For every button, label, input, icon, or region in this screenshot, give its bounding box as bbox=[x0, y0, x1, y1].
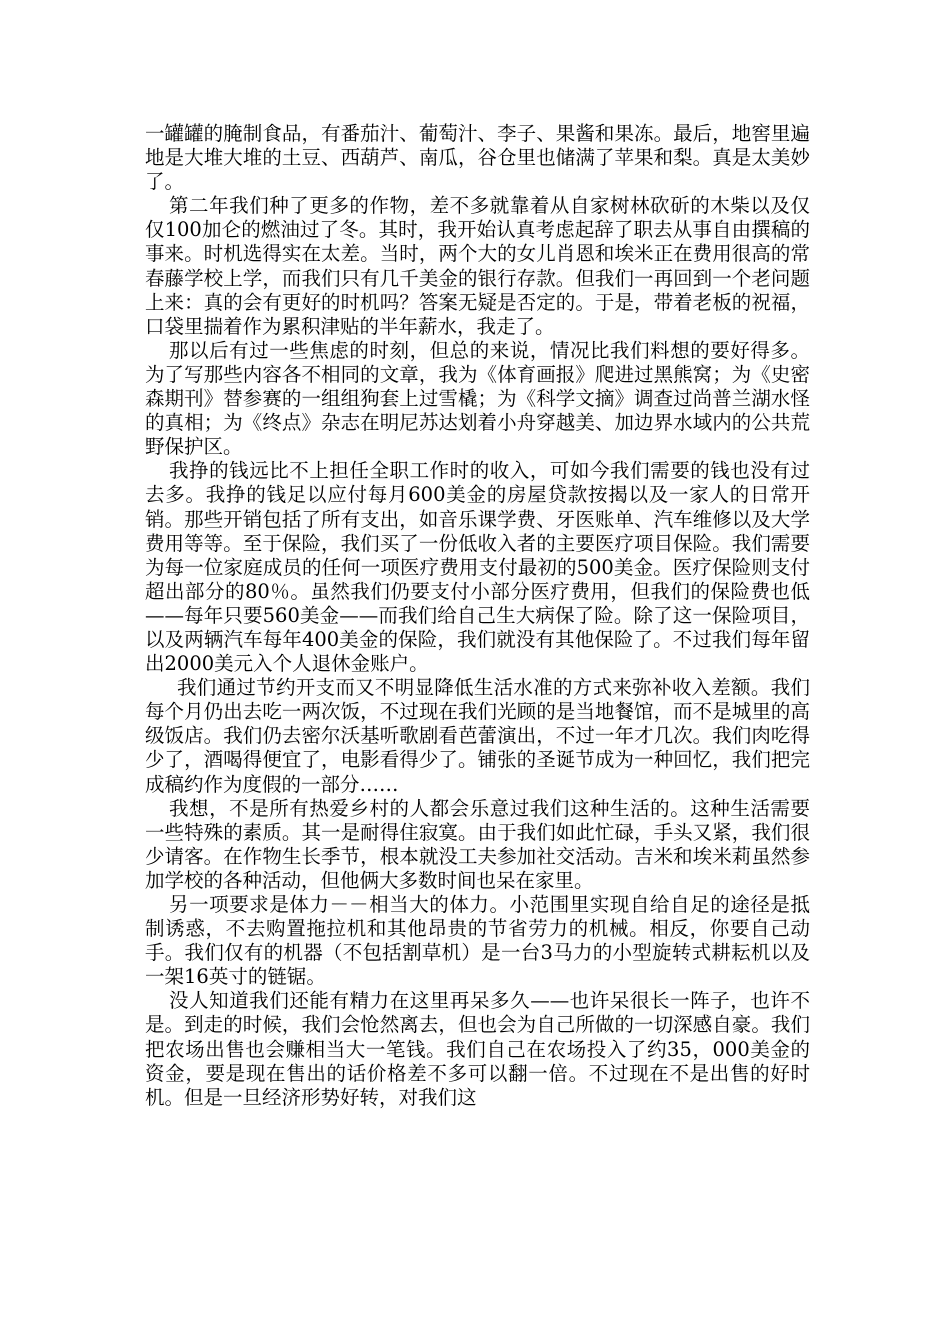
paragraph-4: 我挣的钱远比不上担任全职工作时的收入，可如今我们需要的钱也没有过去多。我挣的钱足以应付每月600美金的房屋贷款按揭以及一家人的日常开销。那些开销包括了所有支出，如音乐课学费、牙医账单、汽车维修以及大学费用等等。至于保险，我们买了一份低收入者的主要医疗项目保险。我们需要为每一位家庭成员的任何一项医疗费用支付最初的500美金。医疗保险则支付超出部分的80％。虽然我们仍要支付小部分医疗费用，但我们的保险费也低——每年只要560美金——而我们给自己生大病保了险。除了这一保险项目，以及两辆汽车每年400美金的保险，我们就没有其他保险了。不过我们每年留出2000美元入个人退休金账户。 bbox=[145, 459, 810, 676]
paragraph-8: 没人知道我们还能有精力在这里再呆多久——也许呆很长一阵子，也许不是。到走的时候，我们会怆然离去，但也会为自己所做的一切深感自豪。我们把农场出售也会赚相当大一笔钱。我们自己在农场投入了约35，000美金的资金，要是现在售出的话价格差不多可以翻一倍。不过现在不是出售的好时机。但是一旦经济形势好转，对我们这 bbox=[145, 989, 810, 1109]
paragraph-5: 我们通过节约开支而又不明显降低生活水准的方式来弥补收入差额。我们每个月仍出去吃一两次饭，不过现在我们光顾的是当地餐馆，而不是城里的高级饭店。我们仍去密尔沃基听歌剧看芭蕾演出，不过一年才几次。我们肉吃得少了，酒喝得便宜了，电影看得少了。铺张的圣诞节成为一种回忆，我们把完成稿约作为度假的一部分…… bbox=[145, 676, 810, 796]
paragraph-1: 一罐罐的腌制食品，有番茄汁、葡萄汁、李子、果酱和果冻。最后，地窖里遍地是大堆大堆的土豆、西葫芦、南瓜，谷仓里也储满了苹果和梨。真是太美妙了。 bbox=[145, 122, 810, 194]
paragraph-7: 另一项要求是体力－－相当大的体力。小范围里实现自给自足的途径是抵制诱惑，不去购置拖拉机和其他昂贵的节省劳力的机械。相反，你要自己动手。我们仅有的机器（不包括割草机）是一台3马力的小型旋转式耕耘机以及一架16英寸的链锯。 bbox=[145, 893, 810, 989]
paragraph-3: 那以后有过一些焦虑的时刻，但总的来说，情况比我们料想的要好得多。为了写那些内容各不相同的文章，我为《体育画报》爬进过黑熊窝；为《史密森期刊》替参赛的一组组狗套上过雪橇；为《科学文摘》调查过尚普兰湖水怪的真相；为《终点》杂志在明尼苏达划着小舟穿越美、加边界水域内的公共荒野保护区。 bbox=[145, 338, 810, 459]
document-page bbox=[145, 122, 810, 1110]
paragraph-2: 第二年我们种了更多的作物，差不多就靠着从自家树林砍斫的木柴以及仅仅100加仑的燃油过了冬。其时，我开始认真考虑起辞了职去从事自由撰稿的事来。时机选得实在太差。当时，两个大的女儿肖恩和埃米正在费用很高的常春藤学校上学，而我们只有几千美金的银行存款。但我们一再回到一个老问题上来：真的会有更好的时机吗？答案无疑是否定的。于是，带着老板的祝福，口袋里揣着作为累积津贴的半年薪水，我走了。 bbox=[145, 194, 810, 338]
paragraph-6: 我想，不是所有热爱乡村的人都会乐意过我们这种生活的。这种生活需要一些特殊的素质。其一是耐得住寂寞。由于我们如此忙碌，手头又紧，我们很少请客。在作物生长季节，根本就没工夫参加社交活动。吉米和埃米莉虽然参加学校的各种活动，但他俩大多数时间也呆在家里。 bbox=[145, 796, 810, 892]
